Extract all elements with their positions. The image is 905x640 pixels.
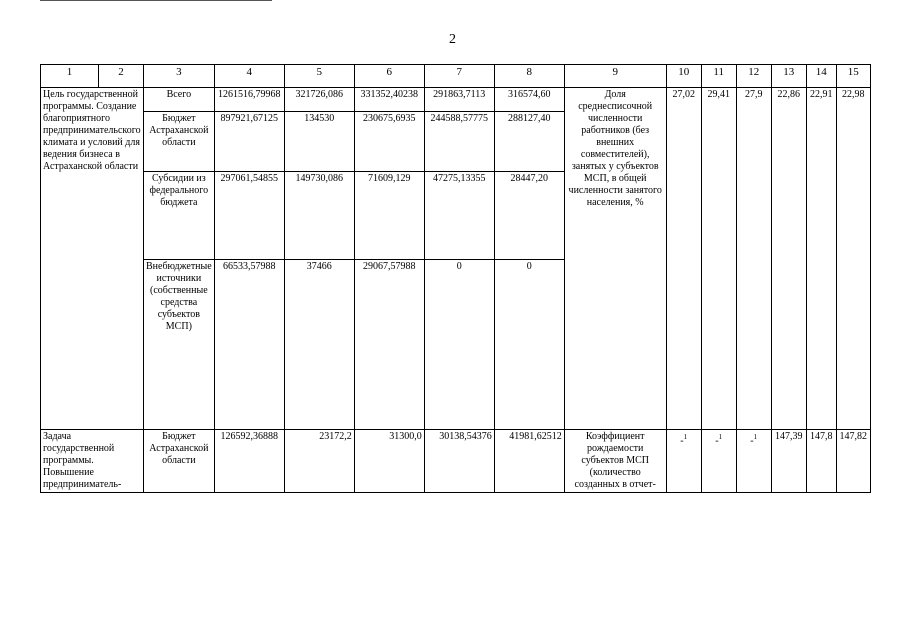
task-cell: Задача государственной программы. Повышение предприниматель-	[41, 430, 144, 493]
value-cell: 126592,36888	[214, 430, 284, 493]
dash-mark: -	[750, 435, 754, 447]
top-rule	[40, 0, 272, 1]
header-cell: 6	[354, 65, 424, 88]
value-cell: 149730,086	[284, 172, 354, 260]
funding-source: Всего	[144, 88, 215, 112]
footnote-mark: 1	[718, 433, 723, 441]
header-cell: 11	[701, 65, 736, 88]
funding-source: Субсидии из федерального бюджета	[144, 172, 215, 260]
indicator-cell: Доля среднесписочной численности работников (без внешних совместителей), занятых у субъектов МСП, в общей численности занятого населения, %	[564, 88, 666, 430]
indicator-value	[666, 430, 701, 493]
header-cell: 10	[666, 65, 701, 88]
footnote-mark: 1	[683, 433, 688, 441]
indicator-value: 29,41	[701, 88, 736, 430]
indicator-value	[701, 430, 736, 493]
indicator-cell: Коэффициент рождаемости субъектов МСП (количество созданных в отчет-	[564, 430, 666, 493]
funding-source: Бюджет Астраханской области	[144, 112, 215, 172]
indicator-value	[736, 430, 771, 493]
header-cell: 3	[144, 65, 215, 88]
value-cell: 134530	[284, 112, 354, 172]
indicator-value: 22,86	[771, 88, 806, 430]
program-table	[40, 64, 871, 493]
value-cell: 244588,57775	[424, 112, 494, 172]
header-cell: 5	[284, 65, 354, 88]
dash-mark: -	[680, 435, 684, 447]
goal-cell: Цель государственной программы. Создание благоприятного предпринимательского климата и условий для ведения бизнеса в Астраханской области	[41, 88, 144, 430]
funding-source: Бюджет Астраханской области	[144, 430, 215, 493]
indicator-value: 22,91	[806, 88, 836, 430]
header-cell: 7	[424, 65, 494, 88]
header-row	[41, 65, 871, 88]
header-cell: 12	[736, 65, 771, 88]
value-cell: 321726,086	[284, 88, 354, 112]
value-cell: 291863,7113	[424, 88, 494, 112]
dash-mark: -	[715, 435, 719, 447]
table-row	[41, 88, 871, 112]
value-cell: 28447,20	[494, 172, 564, 260]
header-cell: 15	[836, 65, 870, 88]
indicator-value: 147,39	[771, 430, 806, 493]
indicator-value: 27,9	[736, 88, 771, 430]
value-cell: 1261516,79968	[214, 88, 284, 112]
value-cell: 0	[424, 260, 494, 430]
table-row	[41, 430, 871, 493]
value-cell: 297061,54855	[214, 172, 284, 260]
value-cell: 316574,60	[494, 88, 564, 112]
value-cell: 41981,62512	[494, 430, 564, 493]
indicator-value: 22,98	[836, 88, 870, 430]
value-cell: 0	[494, 260, 564, 430]
indicator-value: 147,8	[806, 430, 836, 493]
value-cell: 230675,6935	[354, 112, 424, 172]
footnote-mark: 1	[753, 433, 758, 441]
funding-source: Внебюджетные источники (собственные средства субъектов МСП)	[144, 260, 215, 430]
value-cell: 897921,67125	[214, 112, 284, 172]
value-cell: 331352,40238	[354, 88, 424, 112]
value-cell: 30138,54376	[424, 430, 494, 493]
value-cell: 29067,57988	[354, 260, 424, 430]
value-cell: 47275,13355	[424, 172, 494, 260]
indicator-value: 27,02	[666, 88, 701, 430]
header-cell: 8	[494, 65, 564, 88]
page-number: 2	[449, 32, 456, 47]
indicator-value: 147,82	[836, 430, 870, 493]
header-cell: 13	[771, 65, 806, 88]
header-cell: 14	[806, 65, 836, 88]
header-cell: 9	[564, 65, 666, 88]
value-cell: 37466	[284, 260, 354, 430]
value-cell: 288127,40	[494, 112, 564, 172]
header-cell: 2	[99, 65, 144, 88]
value-cell: 71609,129	[354, 172, 424, 260]
value-cell: 66533,57988	[214, 260, 284, 430]
value-cell: 31300,0	[354, 430, 424, 493]
header-cell: 1	[41, 65, 99, 88]
value-cell: 23172,2	[284, 430, 354, 493]
header-cell: 4	[214, 65, 284, 88]
